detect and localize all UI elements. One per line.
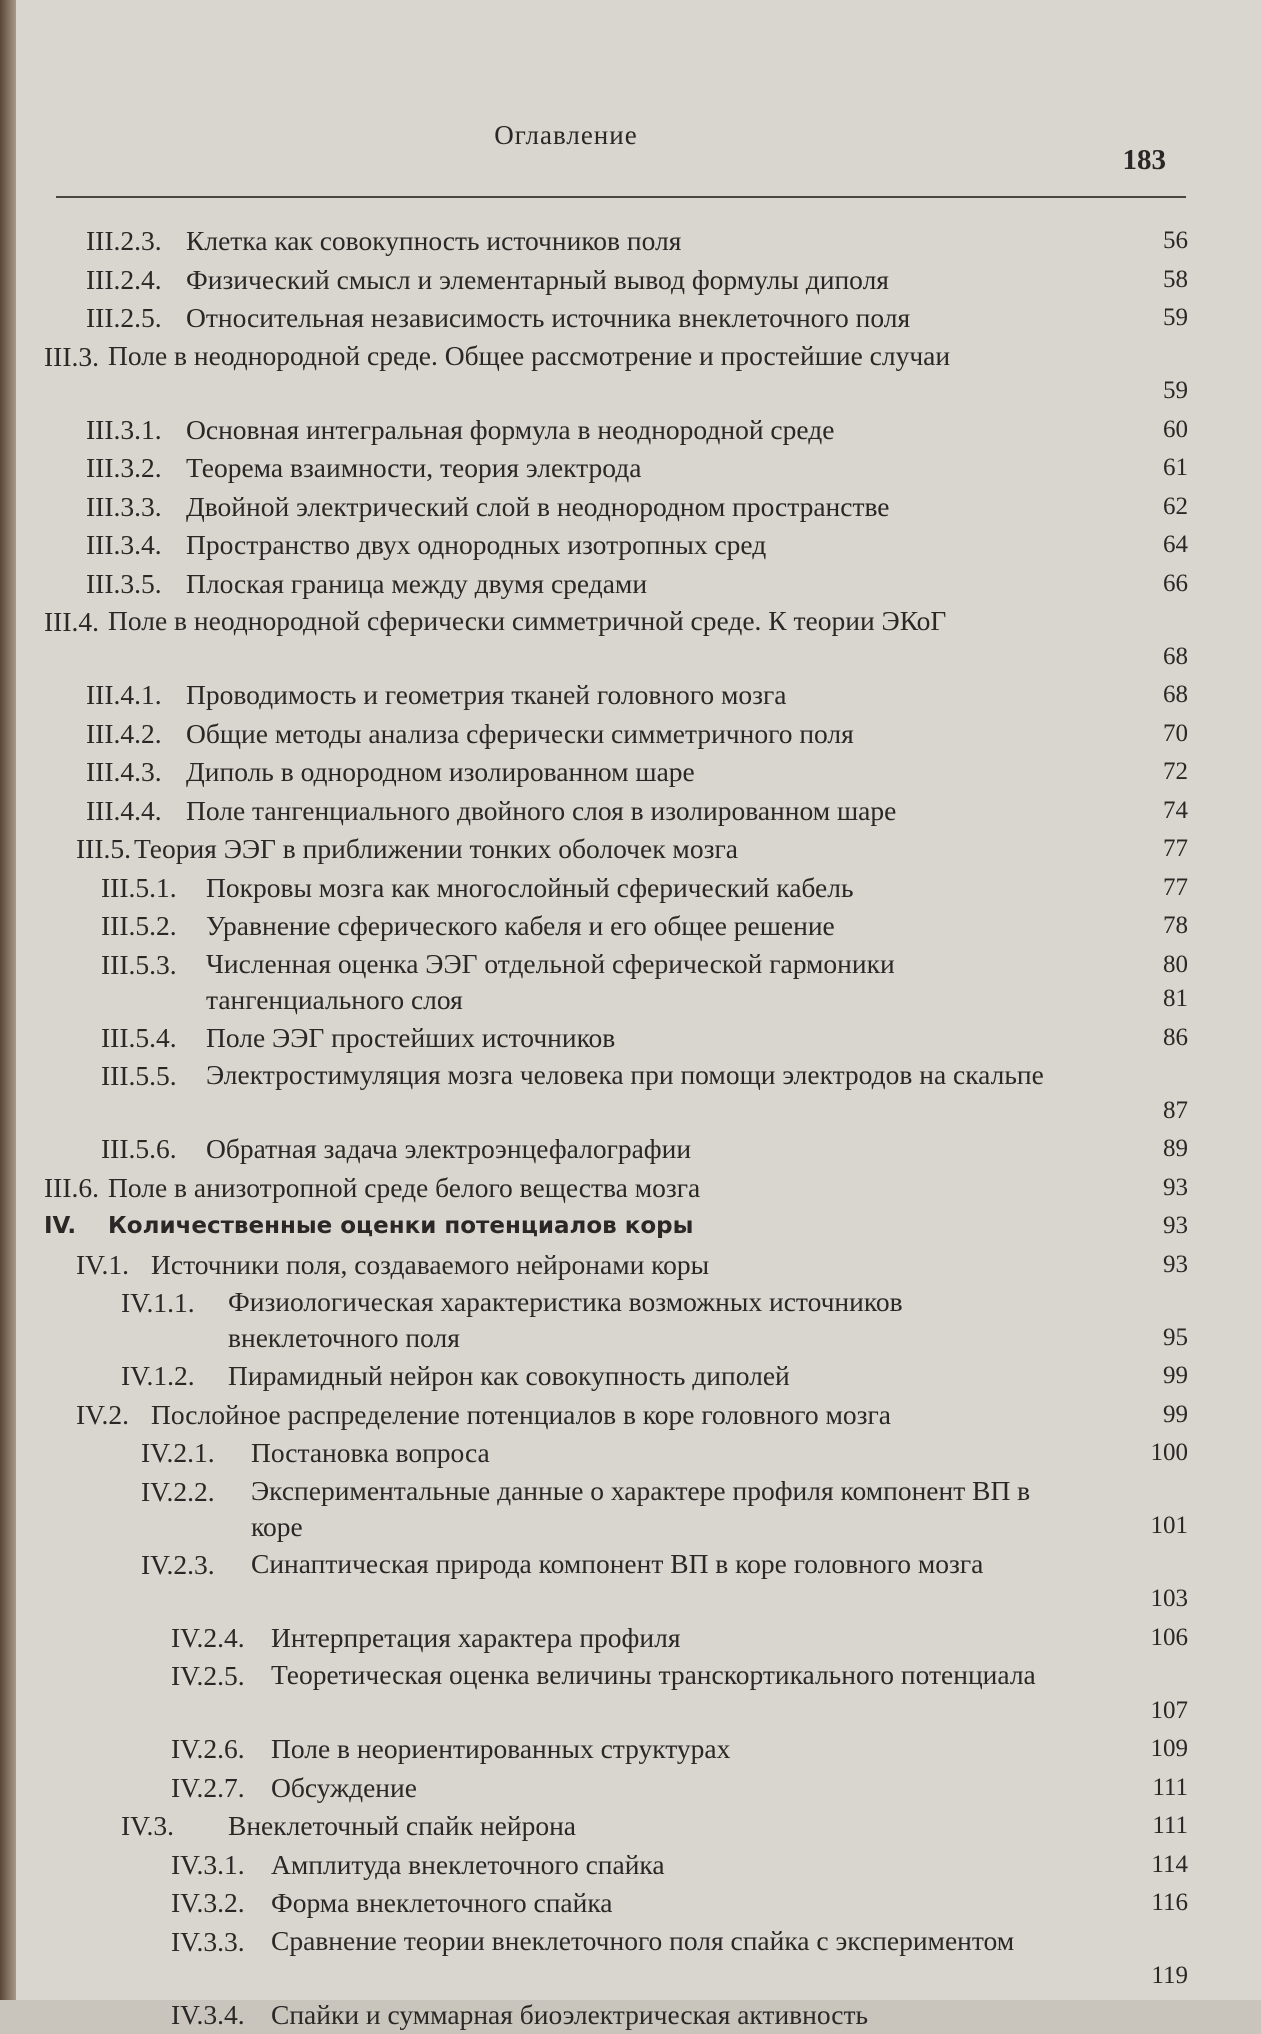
toc-entry-title: Интерпретация характера профиля xyxy=(271,1619,1056,1658)
toc-entry-title: Уравнение сферического кабеля и его общее решение xyxy=(206,907,1056,946)
toc-entry-number: IV.2.5. xyxy=(171,1657,245,1696)
toc-entry-number: IV.1.2. xyxy=(121,1357,195,1396)
toc-entry-page: 70 xyxy=(1118,715,1188,754)
toc-entry xyxy=(16,222,1196,261)
toc-entry-number: III.6. xyxy=(44,1169,99,1208)
toc-entry xyxy=(16,1996,1196,2034)
toc-entry-page: 61 xyxy=(1118,449,1188,488)
toc-entry-title: Двойной электрический слой в неоднородном пространстве xyxy=(186,488,1056,527)
toc-entry-page: 116 xyxy=(1118,1884,1188,1923)
toc-entry-number: IV.2. xyxy=(76,1396,129,1435)
toc-entry-title: Амплитуда внеклеточного спайка xyxy=(271,1846,1056,1885)
toc-entry-number: IV.2.2. xyxy=(141,1473,215,1512)
toc-entry xyxy=(16,830,1196,869)
toc-entry-title: Пирамидный нейрон как совокупность диполей xyxy=(228,1357,1056,1396)
page-number: 183 xyxy=(1123,144,1167,177)
toc-entry-title: Покровы мозга как многослойный сферический кабель xyxy=(206,869,1056,908)
toc-entry-number: III.3.4. xyxy=(86,526,162,565)
toc-entry-number: III.4.4. xyxy=(86,792,162,831)
toc-entry xyxy=(16,1923,1196,1996)
table-of-contents xyxy=(16,222,1196,2034)
toc-entry xyxy=(16,1357,1196,1396)
toc-entry-page: 60 xyxy=(1118,411,1188,450)
toc-entry-page: 95 xyxy=(1118,1319,1188,1358)
toc-entry xyxy=(16,1284,1196,1357)
toc-entry xyxy=(16,603,1196,676)
toc-entry-page: 111 xyxy=(1118,1807,1188,1846)
toc-entry xyxy=(16,1057,1196,1130)
toc-entry-number: III.5.2. xyxy=(101,907,177,946)
toc-entry-number: III.2.4. xyxy=(86,261,162,300)
toc-entry-page: 80 xyxy=(1118,946,1188,985)
toc-entry-page: 109 xyxy=(1118,1730,1188,1769)
toc-entry-number: IV.1. xyxy=(76,1246,129,1285)
toc-entry-page: 59 xyxy=(1118,372,1188,411)
toc-entry-page: 68 xyxy=(1118,638,1188,677)
toc-entry-number: IV.2.3. xyxy=(141,1546,215,1585)
toc-entry-title: Внеклеточный спайк нейрона xyxy=(228,1807,1056,1846)
toc-entry-title: Диполь в однородном изолированном шаре xyxy=(186,753,1056,792)
toc-entry-page: 56 xyxy=(1118,222,1188,261)
toc-entry-title: Электростимуляция мозга человека при помощи электродов на скальпе xyxy=(206,1057,1056,1093)
toc-entry xyxy=(16,261,1196,300)
toc-entry-title: Сравнение теории внеклеточного поля спайка с экспериментом xyxy=(271,1923,1056,1959)
toc-entry-number: IV.3. xyxy=(121,1807,174,1846)
toc-entry xyxy=(16,1396,1196,1435)
toc-entry-page: 114 xyxy=(1118,1846,1188,1885)
toc-entry-number: III.4.3. xyxy=(86,753,162,792)
toc-entry-page: 101 xyxy=(1118,1507,1188,1546)
toc-entry xyxy=(16,1473,1196,1546)
toc-entry-title: Спайки и суммарная биоэлектрическая активность xyxy=(271,1996,1056,2034)
toc-entry xyxy=(16,1657,1196,1730)
toc-entry-page: 74 xyxy=(1118,792,1188,831)
toc-entry-title: Количественные оценки потенциалов коры xyxy=(108,1207,1056,1246)
toc-entry-title: Обсуждение xyxy=(271,1769,1056,1808)
toc-entry-number: IV.3.3. xyxy=(171,1923,245,1962)
toc-entry-page: 119 xyxy=(1118,1957,1188,1996)
toc-entry-number: III.3.3. xyxy=(86,488,162,527)
toc-entry-number: IV.2.4. xyxy=(171,1619,245,1658)
toc-entry-title: Общие методы анализа сферически симметричного поля xyxy=(186,715,1056,754)
toc-entry-page: 89 xyxy=(1118,1130,1188,1169)
toc-entry-title: Источники поля, создаваемого нейронами коры xyxy=(151,1246,1056,1285)
toc-entry xyxy=(16,1434,1196,1473)
toc-entry xyxy=(16,676,1196,715)
toc-entry xyxy=(16,869,1196,908)
toc-entry-title: Проводимость и геометрия тканей головного мозга xyxy=(186,676,1056,715)
toc-entry xyxy=(16,526,1196,565)
toc-entry xyxy=(16,411,1196,450)
toc-entry-page: 62 xyxy=(1118,488,1188,527)
toc-entry xyxy=(16,1884,1196,1923)
toc-entry-page: 99 xyxy=(1118,1396,1188,1435)
toc-entry-title: Теорема взаимности, теория электрода xyxy=(186,449,1056,488)
toc-entry-title: Постановка вопроса xyxy=(251,1434,1056,1473)
toc-entry-number: III.4.1. xyxy=(86,676,162,715)
toc-entry-number: III.4.2. xyxy=(86,715,162,754)
toc-entry-title: Поле в неоднородной сферически симметричной среде. К теории ЭКоГ xyxy=(108,603,1056,639)
toc-entry-title: Поле ЭЭГ простейших источников xyxy=(206,1019,1056,1058)
toc-entry xyxy=(16,715,1196,754)
toc-entry xyxy=(16,907,1196,946)
toc-entry-number: IV.2.7. xyxy=(171,1769,245,1808)
toc-entry xyxy=(16,338,1196,411)
toc-entry-number: III.2.3. xyxy=(86,222,162,261)
toc-entry-title: Послойное распределение потенциалов в коре головного мозга xyxy=(151,1396,1056,1435)
running-head: Оглавление xyxy=(16,120,1116,151)
header-rule xyxy=(56,196,1186,198)
toc-entry-number: IV.3.2. xyxy=(171,1884,245,1923)
toc-entry-number: IV.3.4. xyxy=(171,1996,245,2034)
toc-entry-title: Относительная независимость источника внеклеточного поля xyxy=(186,299,1056,338)
toc-entry-number: III.5.4. xyxy=(101,1019,177,1058)
toc-entry-page: 99 xyxy=(1118,1357,1188,1396)
toc-entry-title: Плоская граница между двумя средами xyxy=(186,565,1056,604)
toc-entry xyxy=(16,1019,1196,1058)
toc-entry xyxy=(16,1207,1196,1246)
toc-entry-title: Теоретическая оценка величины транскортикального потенциала xyxy=(271,1657,1056,1693)
toc-entry-title: Численная оценка ЭЭГ отдельной сферической гармоники тангенциального слоя xyxy=(206,946,1056,1018)
toc-entry-page: 107 xyxy=(1118,1692,1188,1731)
toc-entry-title: Синаптическая природа компонент ВП в коре головного мозга xyxy=(251,1546,1056,1582)
toc-entry-title: Пространство двух однородных изотропных сред xyxy=(186,526,1056,565)
toc-entry xyxy=(16,565,1196,604)
toc-entry-page: 72 xyxy=(1118,753,1188,792)
toc-entry xyxy=(16,1769,1196,1808)
toc-entry xyxy=(16,299,1196,338)
toc-entry-number: IV. xyxy=(44,1207,76,1246)
toc-entry-number: III.3.1. xyxy=(86,411,162,450)
toc-entry xyxy=(16,1730,1196,1769)
toc-entry-page: 68 xyxy=(1118,676,1188,715)
toc-entry xyxy=(16,792,1196,831)
toc-entry-page: 93 xyxy=(1118,1169,1188,1208)
toc-entry-page: 77 xyxy=(1118,869,1188,908)
toc-entry-title: Поле тангенциального двойного слоя в изолированном шаре xyxy=(186,792,1056,831)
toc-entry-title: Клетка как совокупность источников поля xyxy=(186,222,1056,261)
toc-entry xyxy=(16,946,1196,1019)
toc-entry-number: III.5.3. xyxy=(101,946,177,985)
toc-entry xyxy=(16,1619,1196,1658)
book-page xyxy=(16,0,1261,2000)
toc-entry-number: III.2.5. xyxy=(86,299,162,338)
toc-entry xyxy=(16,753,1196,792)
toc-entry-number: IV.2.1. xyxy=(141,1434,215,1473)
toc-entry xyxy=(16,449,1196,488)
toc-entry-page: 93 xyxy=(1118,1207,1188,1246)
toc-entry-page: 111 xyxy=(1118,1769,1188,1808)
toc-entry-title: Теория ЭЭГ в приближении тонких оболочек мозга xyxy=(134,830,1056,869)
toc-entry xyxy=(16,1169,1196,1208)
toc-entry-title: Основная интегральная формула в неоднородной среде xyxy=(186,411,1056,450)
toc-entry-number: III.4. xyxy=(44,603,99,642)
toc-entry-title: Поле в неориентированных структурах xyxy=(271,1730,1056,1769)
toc-entry-page: 106 xyxy=(1118,1619,1188,1658)
toc-entry-number: III.3.2. xyxy=(86,449,162,488)
toc-entry-page: 64 xyxy=(1118,526,1188,565)
toc-entry-page: 58 xyxy=(1118,261,1188,300)
toc-entry xyxy=(16,1846,1196,1885)
toc-entry-page: 87 xyxy=(1118,1092,1188,1131)
toc-entry-page: 93 xyxy=(1118,1246,1188,1285)
toc-entry-page: 100 xyxy=(1118,1434,1188,1473)
toc-entry xyxy=(16,1130,1196,1169)
toc-entry-page: 77 xyxy=(1118,830,1188,869)
toc-entry-number: III.5.5. xyxy=(101,1057,177,1096)
book-spine-shadow xyxy=(0,0,16,2000)
toc-entry-number: III.5.6. xyxy=(101,1130,177,1169)
toc-entry-number: III.3.5. xyxy=(86,565,162,604)
toc-entry-title: Поле в анизотропной среде белого вещества мозга xyxy=(108,1169,1056,1208)
toc-entry-page: 59 xyxy=(1118,299,1188,338)
toc-entry-page: 78 xyxy=(1118,907,1188,946)
toc-entry-page: 103 xyxy=(1118,1580,1188,1619)
toc-entry xyxy=(16,1246,1196,1285)
toc-entry-number: IV.3.1. xyxy=(171,1846,245,1885)
toc-entry-title: Физический смысл и элементарный вывод формулы диполя xyxy=(186,261,1056,300)
toc-entry-number: III.5. xyxy=(76,830,131,869)
toc-entry xyxy=(16,1807,1196,1846)
toc-entry-page: 66 xyxy=(1118,565,1188,604)
toc-entry-title: Форма внеклеточного спайка xyxy=(271,1884,1056,1923)
toc-entry-number: IV.1.1. xyxy=(121,1284,195,1323)
toc-entry-number: III.3. xyxy=(44,338,99,377)
toc-entry xyxy=(16,1546,1196,1619)
toc-entry-page: 86 xyxy=(1118,1019,1188,1058)
toc-entry-page: 81 xyxy=(1118,980,1188,1019)
toc-entry-title: Обратная задача электроэнцефалографии xyxy=(206,1130,1056,1169)
toc-entry xyxy=(16,488,1196,527)
toc-entry-title: Поле в неоднородной среде. Общее рассмотрение и простейшие случаи xyxy=(108,338,1056,374)
toc-entry-number: IV.2.6. xyxy=(171,1730,245,1769)
toc-entry-number: III.5.1. xyxy=(101,869,177,908)
toc-entry-title: Физиологическая характеристика возможных источников внеклеточного поля xyxy=(228,1284,1056,1356)
toc-entry-title: Экспериментальные данные о характере профиля компонент ВП в коре xyxy=(251,1473,1056,1545)
